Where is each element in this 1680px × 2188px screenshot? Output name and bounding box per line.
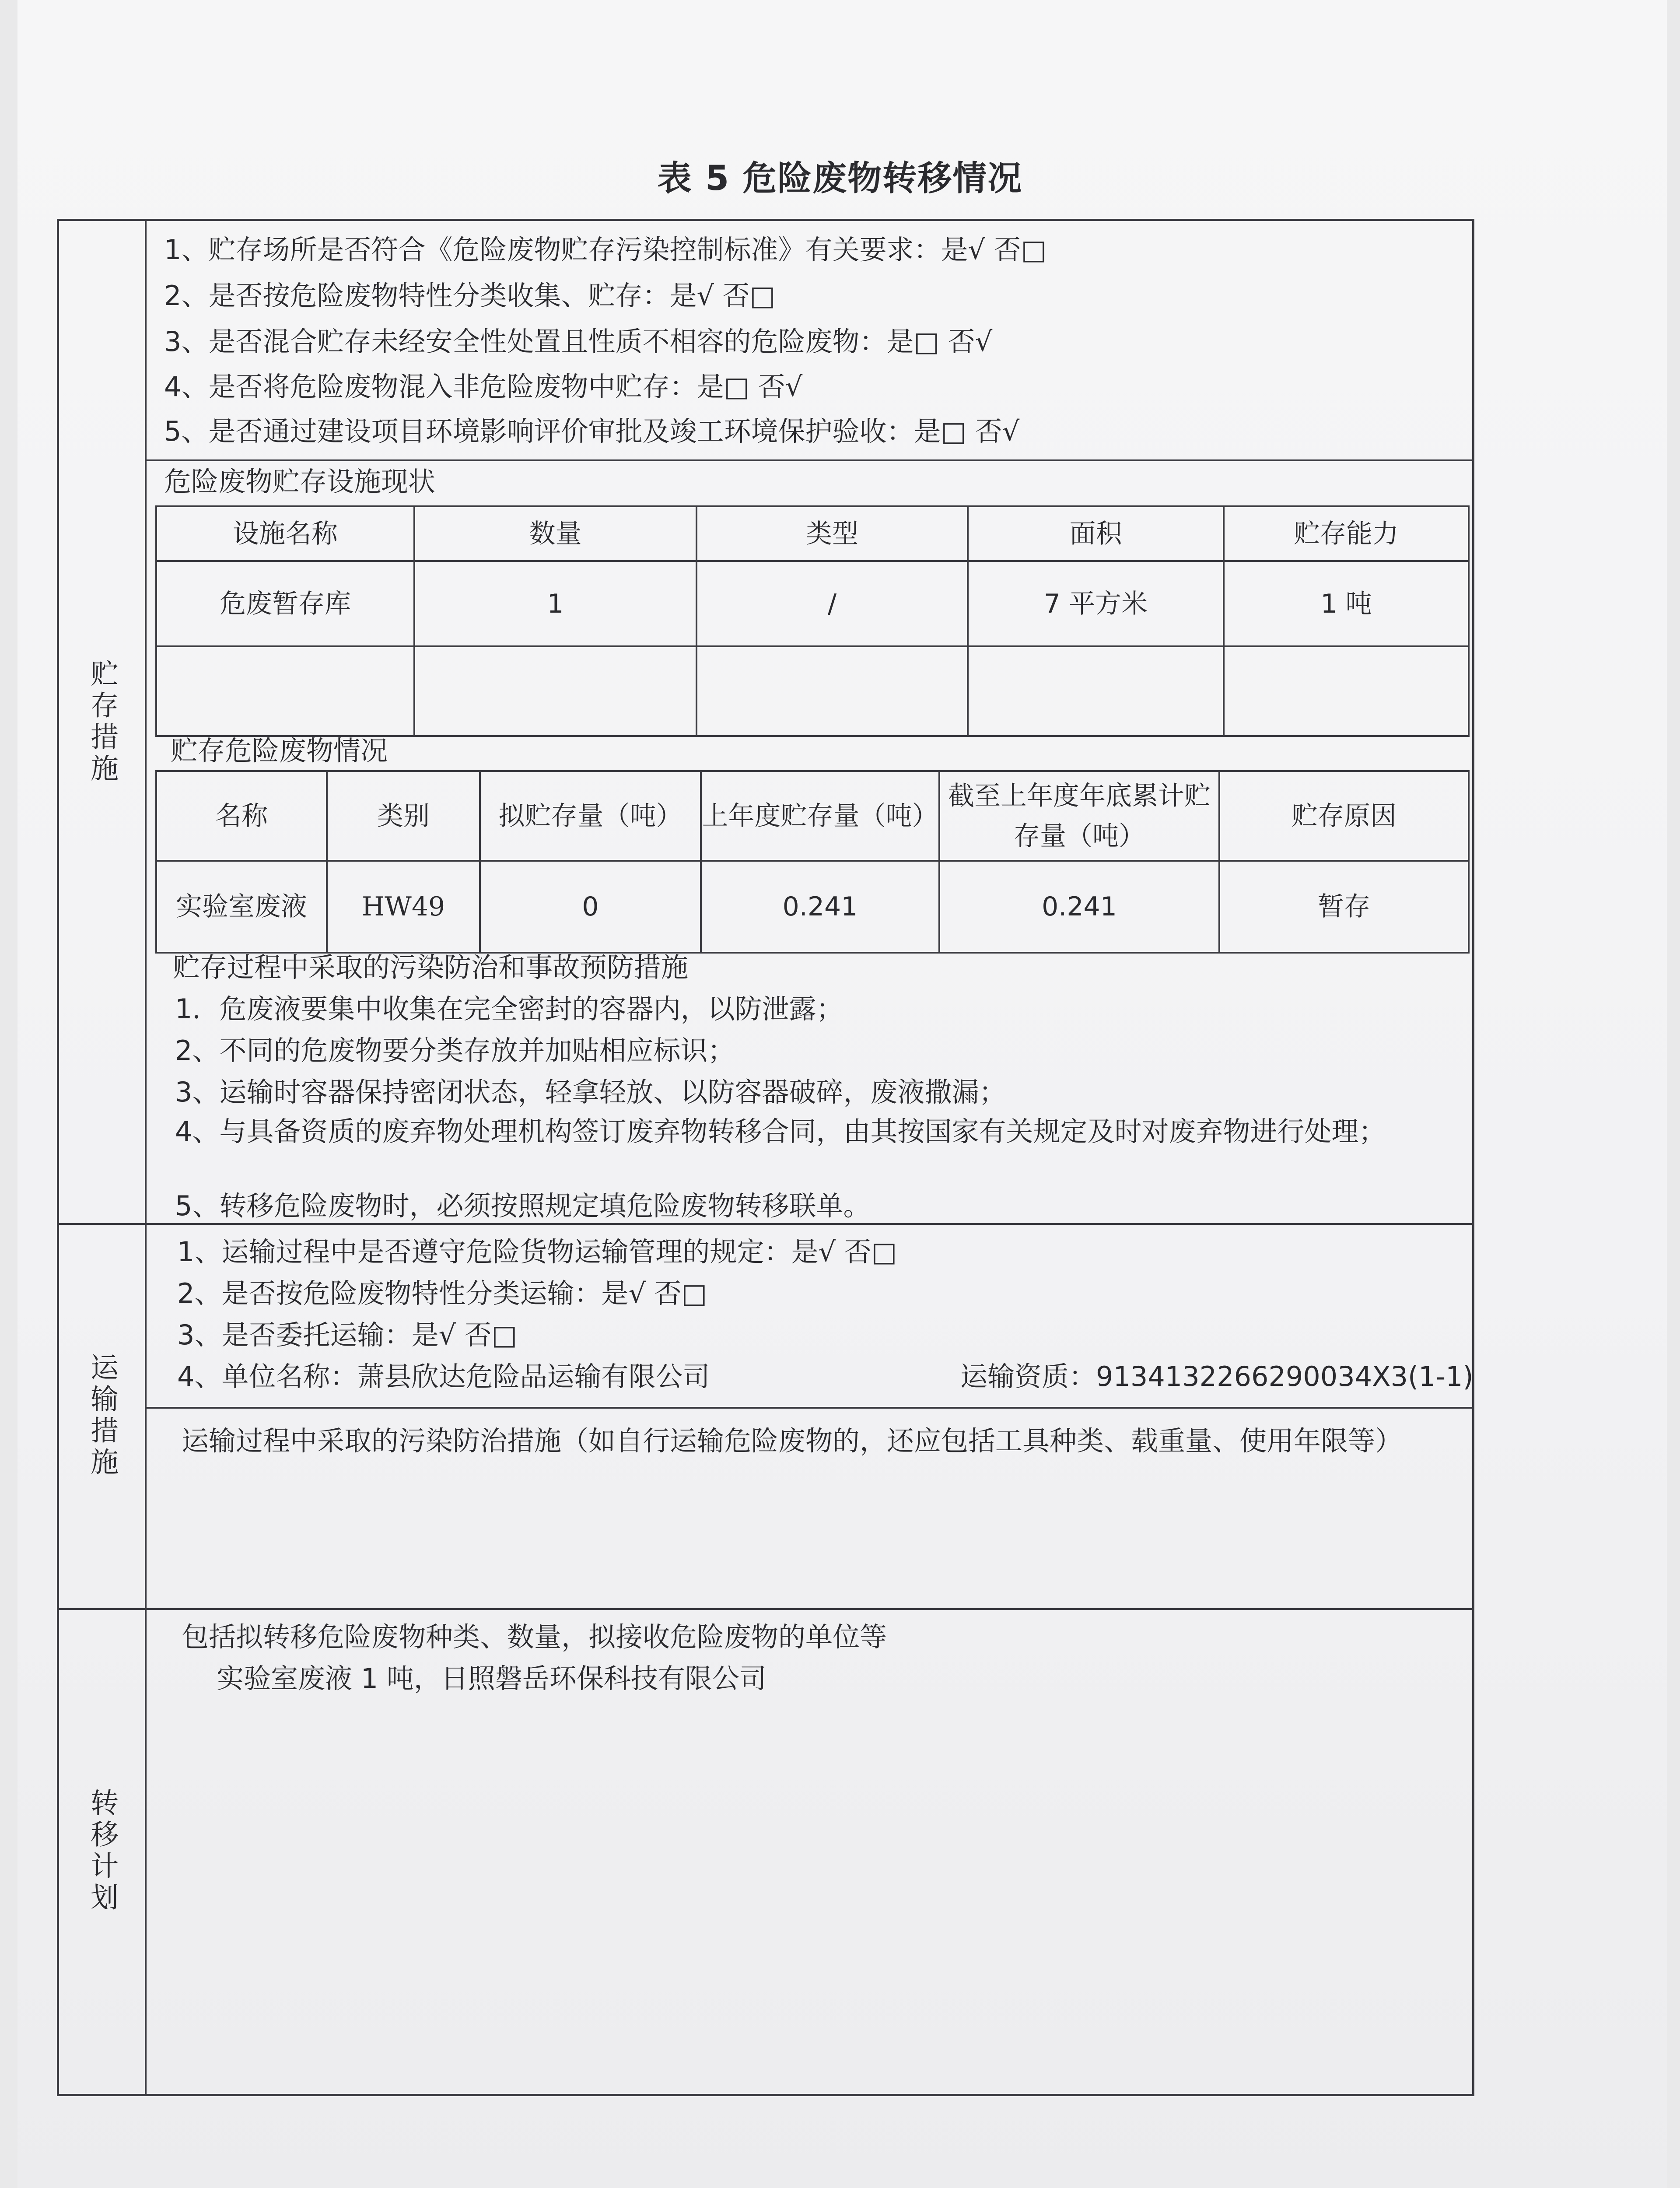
- storage-check-1: 1、贮存场所是否符合《危险废物贮存污染控制标准》有关要求：是√ 否□: [164, 234, 1047, 266]
- transport-check-2: 2、是否按危险废物特性分类运输：是√ 否□: [177, 1277, 707, 1309]
- page-title: 表 5 危险废物转移情况: [657, 159, 1023, 198]
- measure-5: 5、转移危险废物时，必须按照规定填危险废物转移联单。: [175, 1190, 871, 1222]
- measure-1: 1．危废液要集中收集在完全密封的容器内，以防泄露；: [175, 993, 844, 1025]
- waste-cell-name: 实验室废液: [156, 861, 327, 953]
- facility-empty-cell: [156, 646, 414, 736]
- row-divider: [147, 1407, 1472, 1409]
- waste-cell-last-year: 0.241: [701, 861, 939, 953]
- facility-empty-cell: [1224, 646, 1469, 736]
- facility-cell-name: 危废暂存库: [156, 561, 414, 646]
- waste-cell-category: HW49: [327, 861, 480, 953]
- measure-4: 4、与具备资质的废弃物处理机构签订废弃物转移合同，由其按国家有关规定及时对废弃物进行处理；: [175, 1115, 1386, 1147]
- transport-check-3: 3、是否委托运输：是√ 否□: [177, 1319, 518, 1351]
- facility-cell-capacity: 1 吨: [1224, 561, 1469, 646]
- facility-table: [155, 505, 1470, 737]
- waste-header-planned: 拟贮存量（吨）: [480, 771, 701, 861]
- storage-check-3: 3、是否混合贮存未经安全性处置且性质不相容的危险废物：是□ 否√: [164, 326, 993, 358]
- storage-check-2: 2、是否按危险废物特性分类收集、贮存：是√ 否□: [164, 280, 776, 312]
- storage-section-label: 贮存措施: [59, 221, 147, 1223]
- plan-description: 包括拟转移危险废物种类、数量，拟接收危险废物的单位等: [182, 1621, 887, 1653]
- transport-pollution-measures: 运输过程中采取的污染防治措施（如自行运输危险废物的，还应包括工具种类、载重量、使用年限等）: [182, 1425, 1403, 1457]
- waste-header-reason: 贮存原因: [1219, 771, 1469, 861]
- form-table: [57, 219, 1474, 2096]
- section-divider: [59, 1608, 1472, 1610]
- waste-header-cumulative: 截至上年度年底累计贮存量（吨）: [939, 771, 1219, 861]
- measures-heading: 贮存过程中采取的污染防治和事故预防措施: [173, 951, 689, 983]
- plan-section-label: 转移计划: [59, 1608, 147, 2094]
- transport-section-label: 运输措施: [59, 1223, 147, 1608]
- section-divider: [59, 1223, 1472, 1225]
- facility-header-capacity: 贮存能力: [1224, 506, 1469, 561]
- facility-header-qty: 数量: [414, 506, 696, 561]
- transport-qualification: 运输资质：9134132266290034X3(1-1): [960, 1360, 1474, 1392]
- storage-check-5: 5、是否通过建设项目环境影响评价审批及竣工环境保护验收：是□ 否√: [164, 415, 1020, 447]
- waste-header-name: 名称: [156, 771, 327, 861]
- facility-empty-cell: [414, 646, 696, 736]
- waste-heading: 贮存危险废物情况: [171, 735, 388, 767]
- waste-cell-cumulative: 0.241: [939, 861, 1219, 953]
- transport-unit-name: 4、单位名称：萧县欣达危险品运输有限公司: [177, 1360, 710, 1392]
- row-divider: [147, 459, 1472, 461]
- facility-cell-type: /: [696, 561, 968, 646]
- facility-header-type: 类型: [696, 506, 968, 561]
- facility-cell-qty: 1: [414, 561, 696, 646]
- facility-heading: 危险废物贮存设施现状: [164, 466, 436, 498]
- plan-content: 实验室废液 1 吨，日照磐岳环保科技有限公司: [217, 1662, 766, 1694]
- waste-cell-planned: 0: [480, 861, 701, 953]
- facility-cell-area: 7 平方米: [968, 561, 1224, 646]
- facility-header-area: 面积: [968, 506, 1224, 561]
- waste-header-category: 类别: [327, 771, 480, 861]
- waste-table: [155, 770, 1470, 954]
- measure-3: 3、运输时容器保持密闭状态，轻拿轻放、以防容器破碎，废液撒漏；: [175, 1076, 1006, 1108]
- facility-empty-cell: [968, 646, 1224, 736]
- waste-header-last-year: 上年度贮存量（吨）: [701, 771, 939, 861]
- measure-2: 2、不同的危废物要分类存放并加贴相应标识；: [175, 1034, 735, 1066]
- facility-header-name: 设施名称: [156, 506, 414, 561]
- waste-cell-reason: 暂存: [1219, 861, 1469, 953]
- transport-check-1: 1、运输过程中是否遵守危险货物运输管理的规定：是√ 否□: [177, 1236, 897, 1268]
- storage-check-4: 4、是否将危险废物混入非危险废物中贮存：是□ 否√: [164, 371, 803, 403]
- facility-empty-cell: [696, 646, 968, 736]
